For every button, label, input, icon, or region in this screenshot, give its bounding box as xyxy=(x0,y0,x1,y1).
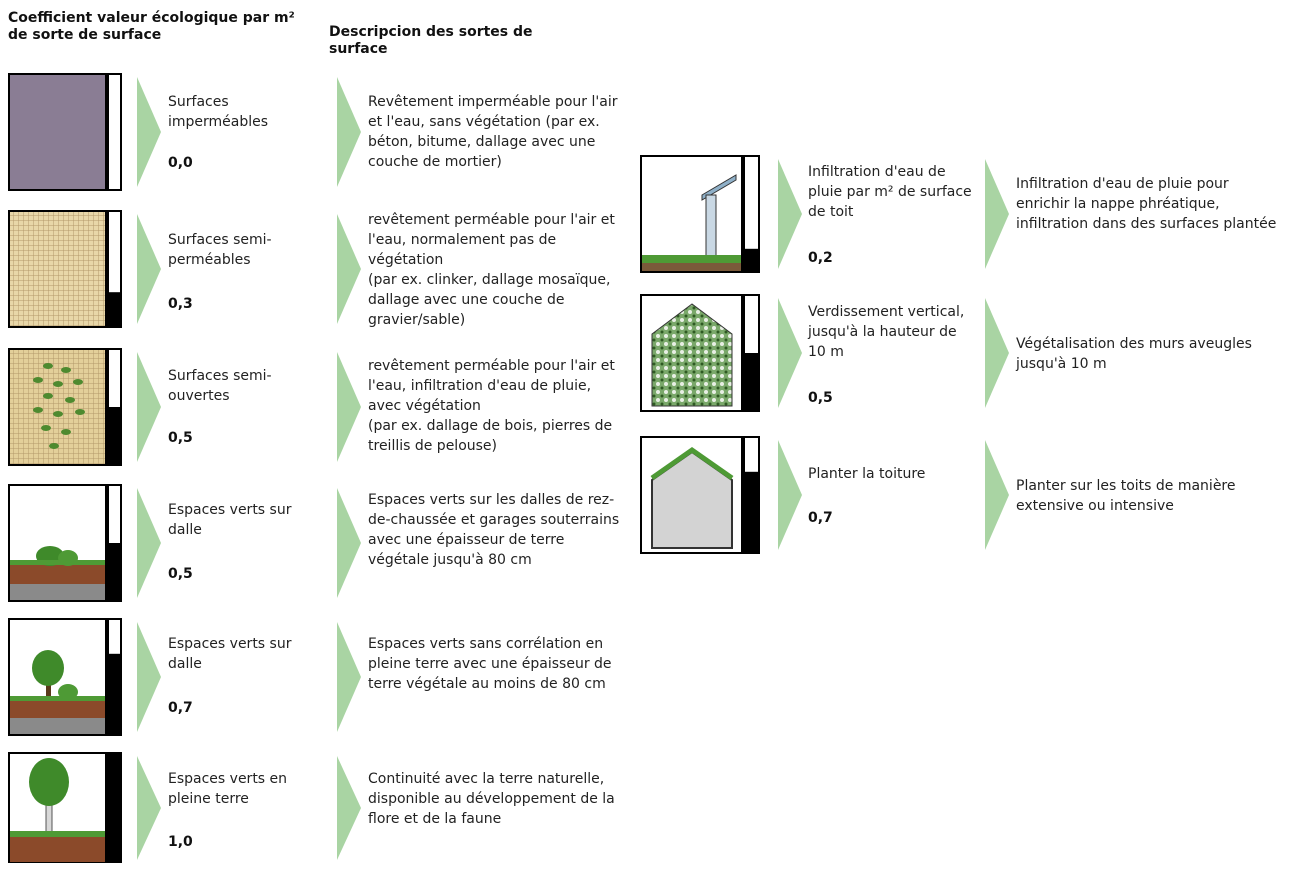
surface-description: Planter sur les toits de manière extensive ou intensive xyxy=(1016,478,1236,514)
tile-rain-infiltration xyxy=(640,155,760,273)
arrow-icon xyxy=(137,348,161,466)
coefficient-value: 0,2 xyxy=(808,250,833,266)
arrow-icon xyxy=(137,618,161,736)
tile-green-slab-2 xyxy=(8,618,122,736)
arrow-icon xyxy=(137,484,161,602)
arrow-icon xyxy=(985,294,1009,412)
tile-open-ground xyxy=(8,752,122,870)
arrow-icon xyxy=(337,484,361,602)
surface-description: Infiltration d'eau de pluie pour enrichir la nappe phréatique, infiltration dans des surfaces plantée xyxy=(1016,176,1277,232)
surface-description: revêtement perméable pour l'air et l'eau, normalement pas de végétation (par ex. clinker, dallage mosaïque, dallage avec une couche de gravier/sable) xyxy=(368,212,615,328)
coefficient-header: Coefficient valeur écologique par m² de sorte de surface xyxy=(8,10,295,43)
coefficient-value: 0,5 xyxy=(168,566,193,582)
coefficient-bar-fill xyxy=(108,543,121,601)
surface-label: Espaces verts en pleine terre xyxy=(168,771,288,807)
surface-label: Surfaces imperméables xyxy=(168,94,269,130)
coefficient-value: 0,7 xyxy=(808,510,833,526)
arrow-icon xyxy=(337,752,361,870)
surface-label: Surfaces semi-ouvertes xyxy=(168,368,272,404)
coefficient-bar-fill xyxy=(108,654,121,735)
surface-description: Revêtement imperméable pour l'air et l'eau, sans végétation (par ex. béton, bitume, dallage avec une couche de mortier) xyxy=(368,94,618,170)
arrow-icon xyxy=(337,618,361,736)
tile-green-roof xyxy=(640,436,760,554)
surface-label: Espaces verts sur dalle xyxy=(168,502,292,538)
surface-label: Verdissement vertical, jusqu'à la hauteur de 10 m xyxy=(808,304,965,360)
coefficient-bar-fill xyxy=(744,249,759,272)
surface-label: Surfaces semi-perméables xyxy=(168,232,272,268)
coefficient-value: 0,7 xyxy=(168,700,193,716)
coefficient-bar-fill xyxy=(108,753,121,863)
arrow-icon xyxy=(985,436,1009,554)
coefficient-bar-fill xyxy=(108,407,121,465)
coefficient-value: 0,5 xyxy=(168,430,193,446)
tile-semi-open xyxy=(8,348,122,466)
surface-description: revêtement perméable pour l'air et l'eau, infiltration d'eau de pluie, avec végétation (par ex. dallage de bois, pierres de treillis de pelouse) xyxy=(368,358,615,454)
coefficient-value: 1,0 xyxy=(168,834,193,850)
arrow-icon xyxy=(337,348,361,466)
coefficient-value: 0,5 xyxy=(808,390,833,406)
arrow-icon xyxy=(137,210,161,328)
surface-description: Végétalisation des murs aveugles jusqu'à 10 m xyxy=(1016,336,1252,372)
surface-description: Espaces verts sans corrélation en pleine terre avec une épaisseur de terre végétale au moins de 80 cm xyxy=(368,636,612,692)
arrow-icon xyxy=(985,155,1009,273)
coefficient-bar-fill xyxy=(744,353,759,411)
description-header: Descripcion des sortes de surface xyxy=(329,24,533,57)
tile-semi-permeable xyxy=(8,210,122,328)
arrow-icon xyxy=(137,752,161,870)
coefficient-value: 0,3 xyxy=(168,296,193,312)
arrow-icon xyxy=(778,155,802,273)
surface-description: Espaces verts sur les dalles de rez-de-chaussée et garages souterrains avec une épaisseur de terre végétale jusqu'à 80 cm xyxy=(368,492,620,568)
arrow-icon xyxy=(337,73,361,191)
tile-green-slab xyxy=(8,484,122,602)
coefficient-value: 0,0 xyxy=(168,155,193,171)
tile-impermeable xyxy=(8,73,122,191)
arrow-icon xyxy=(778,436,802,554)
arrow-icon xyxy=(137,73,161,191)
coefficient-bar-fill xyxy=(108,292,121,327)
surface-description: Continuité avec la terre naturelle, disponible au développement de la flore et de la faune xyxy=(368,771,615,827)
arrow-icon xyxy=(337,210,361,328)
surface-label: Infiltration d'eau de pluie par m² de surface de toit xyxy=(808,164,972,220)
arrow-icon xyxy=(778,294,802,412)
surface-label: Espaces verts sur dalle xyxy=(168,636,292,672)
coefficient-bar-fill xyxy=(744,472,759,553)
tile-vertical-greening xyxy=(640,294,760,412)
surface-label: Planter la toiture xyxy=(808,466,926,482)
